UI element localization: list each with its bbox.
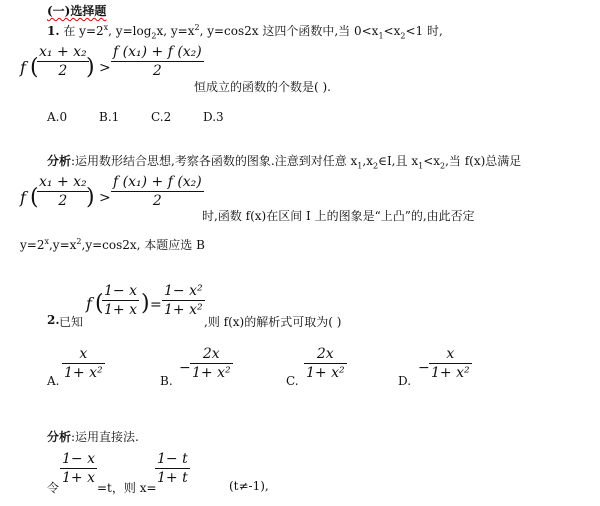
option-d: D.3 [203, 110, 224, 124]
section-title: (一)选择题 [47, 4, 107, 18]
analysis-2-heading: 分析:运用直接法. [47, 430, 139, 444]
analysis-1-line-3: $y=2^x,y=x^2,y=\cos 2x$, 本题应选 B [20, 237, 205, 252]
q2-rhs-fraction: 1− x² 1+ x² [164, 283, 203, 318]
option-b: B.1 [99, 110, 120, 124]
option-c: C.2 [151, 110, 172, 124]
option-a: A.0 [47, 110, 68, 124]
question-1-prompt: 1. 在 $y=2^x$, $y=\log_2x$, $y=x^2$, y=cos2x 这四个函数中,当 $0<x_1<x_2<1$ 时, [47, 23, 443, 41]
lhs-fraction: x₁ + x₂ 2 [39, 44, 87, 79]
q2-argument-fraction: 1− x 1+ x [104, 283, 137, 318]
rhs-fraction: f (x₁) + f (x₂) 2 [113, 44, 202, 79]
analysis-1-line-1: 分析:运用数形结合思想,考察各函数的图象.注意到对任意 $x_1,x_2\in I$,且 $x_1<x_2$,当 f(x)总满足 [47, 154, 522, 171]
